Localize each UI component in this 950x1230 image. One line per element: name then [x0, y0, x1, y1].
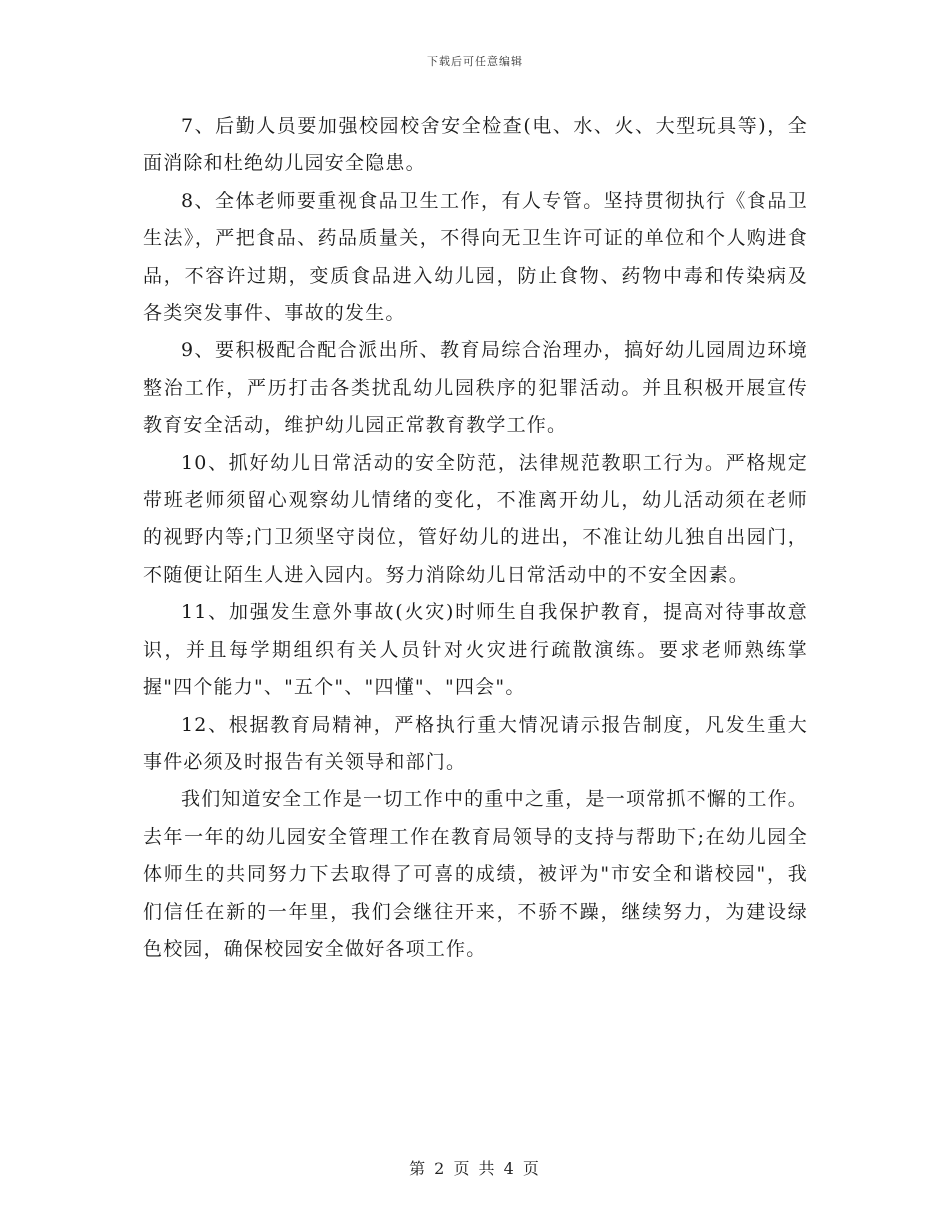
paragraph-item-9: 9、要积极配合配合派出所、教育局综合治理办，搞好幼儿园周边环境整治工作，严历打击各类扰乱幼儿园秩序的犯罪活动。并且积极开展宣传教育安全活动，维护幼儿园正常教育教学工作。 — [143, 339, 808, 437]
page-number: 第 2 页 共 4 页 — [409, 1159, 541, 1178]
paragraph-conclusion: 我们知道安全工作是一切工作中的重中之重，是一项常抓不懈的工作。去年一年的幼儿园安全管理工作在教育局领导的支持与帮助下;在幼儿园全体师生的共同努力下去取得了可喜的成绩，被评为"市安全和谐校园"，我们信任在新的一年里，我们会继往开来，不骄不躁，继续努力，为建设绿色校园，确保校园安全做好各项工作。 — [143, 788, 808, 960]
header-note: 下载后可任意编辑 — [427, 55, 523, 68]
paragraph-item-10: 10、抓好幼儿日常活动的安全防范，法律规范教职工行为。严格规定带班老师须留心观察幼儿情绪的变化，不准离开幼儿，幼儿活动须在老师的视野内等;门卫须坚守岗位，管好幼儿的进出，不准让幼儿独自出园门，不随便让陌生人进入园内。努力消除幼儿日常活动中的不安全因素。 — [143, 451, 808, 586]
paragraph-item-7: 7、后勤人员要加强校园校舍安全检查(电、水、火、大型玩具等)，全面消除和杜绝幼儿园安全隐患。 — [143, 115, 808, 175]
paragraph-item-11: 11、加强发生意外事故(火灾)时师生自我保护教育，提高对待事故意识，并且每学期组织有关人员针对火灾进行疏散演练。要求老师熟练掌握"四个能力"、"五个"、"四懂"、"四会"。 — [143, 601, 808, 699]
paragraph-item-12: 12、根据教育局精神，严格执行重大情况请示报告制度，凡发生重大事件必须及时报告有关领导和部门。 — [143, 713, 808, 773]
document-body — [143, 108, 808, 968]
paragraph-item-8: 8、全体老师要重视食品卫生工作，有人专管。坚持贯彻执行《食品卫生法》，严把食品、药品质量关，不得向无卫生许可证的单位和个人购进食品，不容许过期，变质食品进入幼儿园，防止食物、药物中毒和传染病及各类突发事件、事故的发生。 — [143, 189, 808, 325]
